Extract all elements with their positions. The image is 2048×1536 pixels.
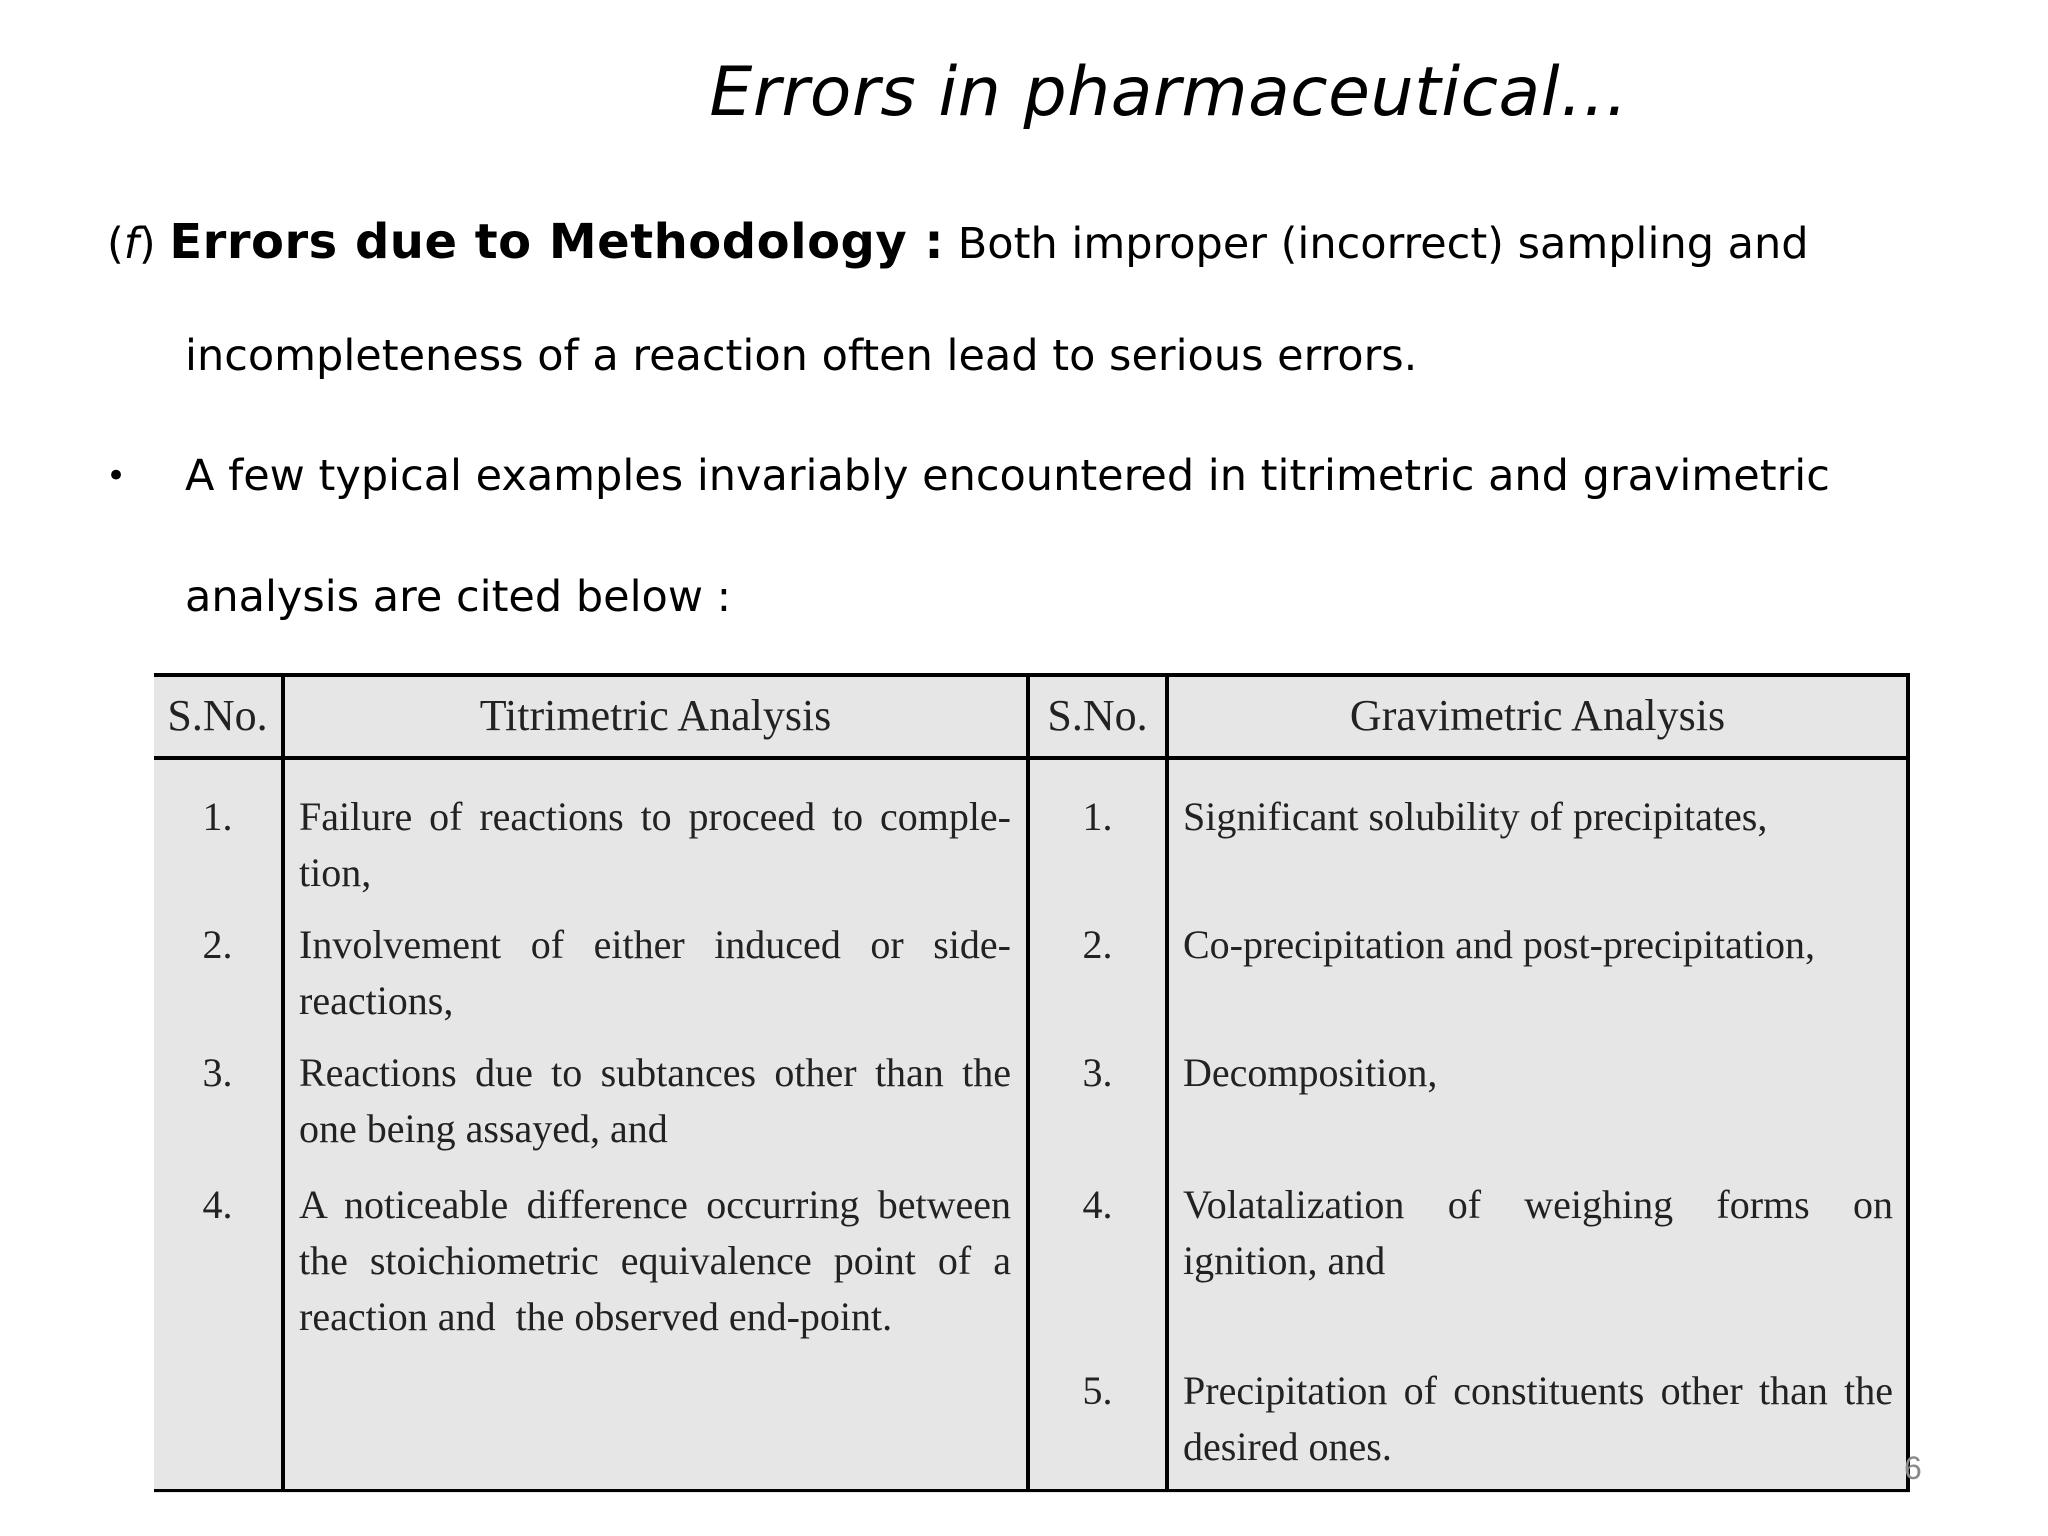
titrimetric-row-3-line-2: one being assayed, and	[299, 1106, 668, 1151]
gravimetric-row-4-line-1: Volatalization of weighing forms on	[1183, 1182, 1893, 1227]
titrimetric-row-1-line-1: Failure of reactions to proceed to comple-	[299, 794, 1011, 839]
titrimetric-row-4	[299, 1177, 1011, 1345]
marker-open: (	[107, 219, 124, 269]
point-f-line-1	[107, 214, 1809, 272]
titrimetric-row-2-line-1: Involvement of either induced or side-	[299, 922, 1011, 967]
table-bottom-border	[154, 1489, 1910, 1492]
gravimetric-sno-5: 5.	[1082, 1368, 1113, 1413]
gravimetric-sno-3: 3.	[1082, 1050, 1113, 1095]
gravimetric-sno-2: 2.	[1082, 922, 1113, 967]
point-f-line-2: incompleteness of a reaction often lead to serious errors.	[185, 331, 1418, 381]
gravimetric-row-4	[1183, 1177, 1893, 1289]
gravimetric-sno-4: 4.	[1082, 1182, 1113, 1227]
titrimetric-row-4-line-2: the stoichiometric equivalence point of a	[299, 1238, 1011, 1283]
gravimetric-row-2	[1183, 917, 1893, 973]
table-col-divider-1	[281, 673, 285, 1492]
titrimetric-sno-4: 4.	[202, 1182, 233, 1227]
gravimetric-row-5-line-2: desired ones.	[1183, 1424, 1392, 1469]
titrimetric-row-3-line-1: Reactions due to subtances other than the	[299, 1050, 1011, 1095]
gravimetric-row-3-line-1: Decomposition,	[1183, 1050, 1438, 1095]
titrimetric-row-1-line-2: tion,	[299, 850, 372, 895]
titrimetric-row-4-line-1: A noticeable difference occurring between	[299, 1182, 1011, 1227]
gravimetric-row-1-line-1: Significant solubility of precipitates,	[1183, 794, 1768, 839]
header-sno-left: S.No.	[167, 691, 268, 740]
gravimetric-row-5	[1183, 1363, 1893, 1475]
analysis-table	[154, 673, 1910, 1493]
titrimetric-row-2	[299, 917, 1011, 1029]
titrimetric-row-2-line-2: reactions,	[299, 978, 454, 1023]
bullet-icon: •	[106, 456, 127, 496]
page-number: 6	[1904, 1450, 1922, 1486]
gravimetric-row-3	[1183, 1045, 1893, 1101]
titrimetric-sno-3: 3.	[202, 1050, 233, 1095]
point-f-heading: Errors due to Methodology :	[169, 214, 945, 270]
gravimetric-row-1	[1183, 789, 1893, 845]
header-titrimetric: Titrimetric Analysis	[479, 691, 832, 740]
gravimetric-sno-1: 1.	[1082, 794, 1113, 839]
titrimetric-row-1	[299, 789, 1011, 901]
gravimetric-row-2-line-1: Co-precipitation and post-precipitation,	[1183, 922, 1816, 967]
titrimetric-sno-1: 1.	[202, 794, 233, 839]
marker-close: )	[138, 219, 156, 269]
point-f-marker	[107, 219, 156, 269]
titrimetric-row-4-line-3: reaction and the observed end-point.	[299, 1294, 893, 1339]
table-col-divider-3	[1165, 673, 1169, 1492]
point-f-text-1: Both improper (incorrect) sampling and	[957, 219, 1809, 269]
header-sno-right: S.No.	[1047, 691, 1148, 740]
titrimetric-row-3	[299, 1045, 1011, 1157]
bullet-line-1: A few typical examples invariably encountered in titrimetric and gravimetric	[185, 451, 1830, 501]
slide-title: Errors in pharmaceutical…	[709, 53, 1629, 132]
gravimetric-row-4-line-2: ignition, and	[1183, 1238, 1386, 1283]
header-gravimetric: Gravimetric Analysis	[1349, 691, 1726, 740]
gravimetric-row-5-line-1: Precipitation of constituents other than the	[1183, 1368, 1893, 1413]
titrimetric-sno-2: 2.	[202, 922, 233, 967]
bullet-line-2: analysis are cited below :	[185, 572, 732, 622]
marker-letter: f	[123, 219, 139, 269]
table-right-border	[1906, 673, 1910, 1492]
